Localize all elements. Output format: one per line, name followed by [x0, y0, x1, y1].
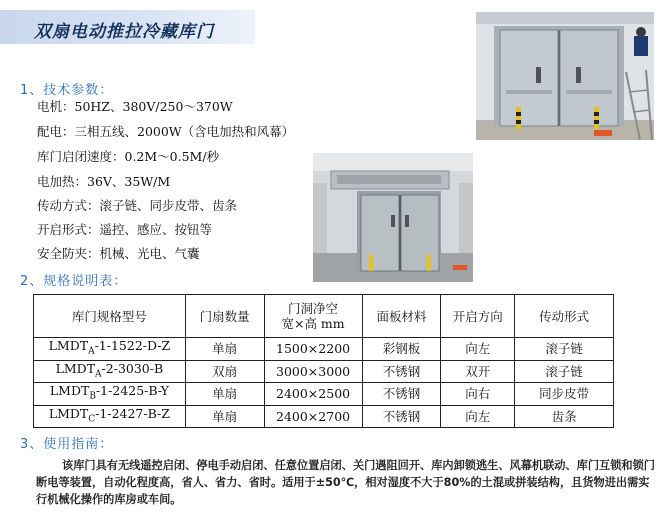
- page-title: 双扇电动推拉冷藏库门: [34, 22, 214, 42]
- header-panel: 面板材料: [362, 295, 441, 338]
- cell-size: 2400×2700: [264, 405, 362, 428]
- table-row: [34, 338, 614, 361]
- header-size: [264, 295, 362, 338]
- header-leaves: 门扇数量: [185, 295, 264, 338]
- cell-model: [34, 360, 186, 383]
- model-prefix: LMDT: [48, 405, 89, 421]
- header-direction: 开启方向: [441, 295, 515, 338]
- header-size-line1: 门洞净空: [288, 301, 339, 316]
- door-photo-large-image: [476, 12, 654, 140]
- model-suffix: -1-1522-D-Z: [94, 338, 171, 353]
- model-suffix: -1-2427-B-Z: [95, 405, 170, 421]
- cell-leaves: 单扇: [185, 383, 264, 406]
- cell-drive: 滚子链: [515, 360, 614, 383]
- section-2-heading: 2、规格说明表：: [20, 274, 128, 289]
- model-prefix: LMDT: [49, 383, 90, 398]
- cell-model: [34, 383, 186, 406]
- cell-direction: 双开: [441, 360, 515, 383]
- spec-table: [33, 294, 614, 428]
- cell-size: 3000×3000: [264, 360, 362, 383]
- section-1-heading: 1、技术参数：: [20, 83, 114, 98]
- header-size-line2: 宽×高 mm: [281, 316, 345, 331]
- cell-panel: 不锈钢: [362, 383, 441, 406]
- cell-leaves: 双扇: [185, 360, 264, 383]
- door-photo-small: [313, 153, 473, 282]
- spec-safety: 安全防夹：机械、光电、气囊: [37, 246, 200, 261]
- cell-model: [34, 405, 186, 428]
- door-photo-small-image: [313, 153, 473, 282]
- spec-speed: 库门启闭速度：0.2M～0.5M/秒: [37, 149, 220, 164]
- model-suffix: -1-2425-B-Y: [95, 383, 169, 398]
- cell-model: [34, 338, 186, 361]
- cell-drive: 齿条: [515, 405, 614, 428]
- cell-leaves: 单扇: [185, 405, 264, 428]
- header-drive: 传动形式: [515, 295, 614, 338]
- model-prefix: LMDT: [48, 338, 89, 353]
- table-row: [34, 383, 614, 406]
- cell-panel: 彩钢板: [362, 338, 441, 361]
- table-row: [34, 405, 614, 428]
- spec-heating: 电加热：36V、35W/M: [37, 174, 171, 189]
- cell-panel: 不锈钢: [362, 360, 441, 383]
- model-subscript: A: [95, 369, 102, 379]
- spec-power: 配电：三相五线、2000W（含电加热和风幕）: [37, 124, 295, 139]
- spec-drive: 传动方式：滚子链、同步皮带、齿条: [37, 198, 238, 213]
- cell-panel: 不锈钢: [362, 405, 441, 428]
- model-suffix: -2-3030-B: [101, 360, 164, 376]
- model-prefix: LMDT: [55, 360, 96, 376]
- door-photo-large: [476, 12, 654, 140]
- cell-size: 1500×2200: [264, 338, 362, 361]
- usage-guide-text: 该库门具有无线遥控启闭、停电手动启闭、任意位置启闭、关门遇阻回开、库内卸锁逃生、风幕机联动、库门互锁和锁门断电等装置，自动化程度高，省人、省力、省时。适用于±50℃，相对湿度不大于80%的土混或拼装结构，且货物进出需实行机械化操作的库房或车间。: [36, 459, 655, 506]
- spec-motor: 电机：50HZ、380V/250～370W: [37, 99, 233, 114]
- table-row: [34, 360, 614, 383]
- cell-leaves: 单扇: [185, 338, 264, 361]
- cell-direction: 向右: [441, 383, 515, 406]
- cell-size: 2400×2500: [264, 383, 362, 406]
- cell-direction: 向左: [441, 405, 515, 428]
- cell-drive: 同步皮带: [515, 383, 614, 406]
- cell-drive: 滚子链: [515, 338, 614, 361]
- cell-direction: 向左: [441, 338, 515, 361]
- model-subscript: B: [89, 391, 96, 402]
- header-model: 库门规格型号: [34, 295, 186, 338]
- model-subscript: C: [88, 414, 96, 424]
- section-3-heading: 3、使用指南：: [20, 437, 114, 452]
- model-subscript: A: [88, 346, 95, 357]
- table-header-row: [34, 295, 614, 338]
- spec-opening: 开启形式：遥控、感应、按钮等: [37, 222, 213, 237]
